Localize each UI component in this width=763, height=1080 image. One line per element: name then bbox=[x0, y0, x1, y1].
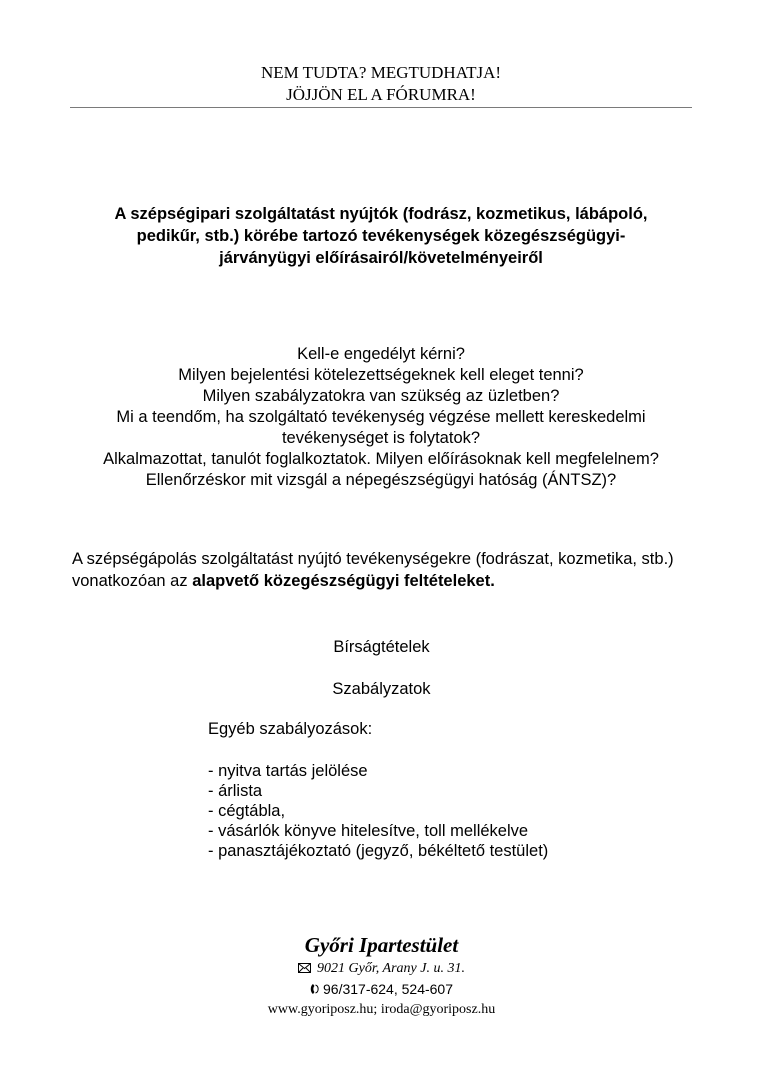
list-item: - cégtábla, bbox=[208, 802, 286, 820]
other-regulations bbox=[208, 719, 688, 861]
question-line: Kell-e engedélyt kérni? bbox=[297, 345, 465, 363]
intro-text: A szépségápolás szolgáltatást nyújtó tevékenységekre (fodrászat, kozmetika, stb.) vonatkozóan az bbox=[72, 550, 674, 590]
list-item: - panasztájékoztató (jegyző, békéltető testület) bbox=[208, 842, 549, 860]
phone-text: 96/317-624, 524-607 bbox=[323, 981, 453, 997]
title-line-2: pedikűr, stb.) körébe tartozó tevékenységek közegészségügyi- bbox=[136, 227, 626, 245]
phone-line bbox=[0, 980, 763, 998]
list-item: - árlista bbox=[208, 782, 263, 800]
document-title bbox=[60, 203, 702, 269]
page-header bbox=[70, 62, 692, 106]
address-line bbox=[0, 960, 763, 978]
org-name: Győri Ipartestület bbox=[304, 933, 459, 957]
questions-block bbox=[40, 344, 722, 491]
other-list bbox=[208, 761, 688, 861]
web-contact: www.gyoriposz.hu; iroda@gyoriposz.hu bbox=[267, 1002, 496, 1017]
phone-icon bbox=[310, 980, 322, 998]
question-line: tevékenységet is folytatok? bbox=[281, 429, 481, 447]
footer bbox=[0, 932, 763, 1019]
address-text: 9021 Győr, Arany J. u. 31. bbox=[317, 961, 465, 976]
list-item: - vásárlók könyve hitelesítve, toll mellékelve bbox=[208, 822, 529, 840]
title-line-1: A szépségipari szolgáltatást nyújtók (fodrász, kozmetikus, lábápoló, bbox=[114, 205, 648, 223]
question-line: Mi a teendőm, ha szolgáltató tevékenység végzése mellett kereskedelmi bbox=[116, 408, 646, 426]
question-line: Milyen bejelentési kötelezettségeknek kell eleget tenni? bbox=[178, 366, 584, 384]
envelope-icon bbox=[298, 960, 311, 978]
header-divider bbox=[70, 107, 692, 108]
question-line: Alkalmazottat, tanulót foglalkoztatok. Milyen előírásoknak kell megfelelnem? bbox=[103, 450, 659, 468]
rules-heading: Szabályzatok bbox=[332, 680, 431, 698]
other-heading: Egyéb szabályozások: bbox=[208, 720, 373, 738]
intro-paragraph bbox=[72, 548, 712, 592]
question-line: Milyen szabályzatokra van szükség az üzletben? bbox=[202, 387, 560, 405]
list-item: - nyitva tartás jelölése bbox=[208, 762, 368, 780]
fines-heading: Bírságtételek bbox=[333, 638, 430, 656]
header-line-2: JÖJJÖN EL A FÓRUMRA! bbox=[286, 85, 476, 104]
header-line-1: NEM TUDTA? MEGTUDHATJA! bbox=[260, 63, 502, 82]
question-line: Ellenőrzéskor mit vizsgál a népegészségügyi hatóság (ÁNTSZ)? bbox=[145, 471, 617, 489]
title-line-3: járványügyi előírásairól/követelményeiről bbox=[219, 249, 543, 267]
intro-bold-text: alapvető közegészségügyi feltételeket. bbox=[192, 572, 495, 590]
